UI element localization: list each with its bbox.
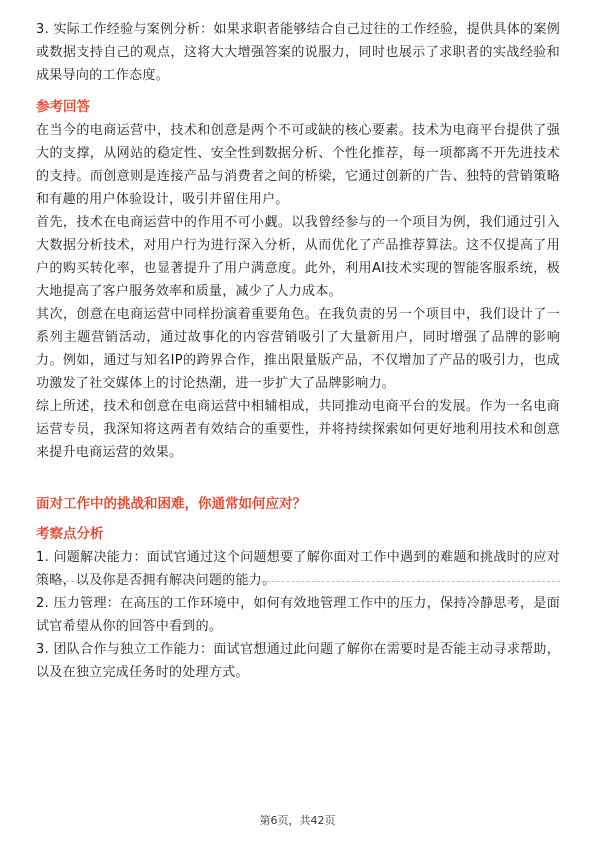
divider-spacer	[36, 464, 560, 492]
page-footer: 第6页，共42页	[259, 814, 336, 827]
section-divider	[36, 581, 560, 582]
question-title: 面对工作中的挑战和困难，你通常如何应对？	[36, 496, 306, 512]
reference-paragraph-2: 首先，技术在电商运营中的作用不可小觑。以我曾经参与的一个项目为例，我们通过引入大数据分析技术，对用户行为进行深入分析，从而优化了产品推荐算法。这不仅提高了用户的购买转化率，也显著提升了用户满意度。此外，利用AI技术实现的智能客服系统，极大地提高了客户服务效率和质量，减少了人力成本。	[36, 215, 560, 299]
analysis-item-3: 3. 团队合作与独立工作能力：面试官想通过此问题了解你在需要时是否能主动寻求帮助，以及在独立完成任务时的处理方式。	[36, 642, 560, 680]
reference-paragraph-3: 其次，创意在电商运营中同样扮演着重要角色。在我负责的另一个项目中，我们设计了一系列主题营销活动，通过故事化的内容营销吸引了大量新用户，同时增强了品牌的影响力。例如，通过与知名IP的跨界合作，推出限量版产品，不仅增加了产品的吸引力，也成功激发了社交媒体上的讨论热潮，进一步扩大了品牌影响力。	[36, 307, 560, 391]
reference-paragraph-1: 在当今的电商运营中，技术和创意是两个不可或缺的核心要素。技术为电商平台提供了强大的支撑，从网站的稳定性、安全性到数据分析、个性化推荐，每一项都离不开先进技术的支持。而创意则是连接产品与消费者之间的桥梁，它通过创新的广告、独特的营销策略和有趣的用户体验设计，吸引并留住用户。	[36, 123, 560, 207]
analysis-item-2: 2. 压力管理：在高压的工作环境中，如何有效地管理工作中的压力，保持冷静思考，是面试官希望从你的回答中看到的。	[36, 596, 560, 634]
reference-paragraph-4: 综上所述，技术和创意在电商运营中相辅相成，共同推动电商平台的发展。作为一名电商运营专员，我深知将这两者有效结合的重要性，并将持续探索如何更好地利用技术和创意来提升电商运营的效果。	[36, 399, 560, 460]
page-content	[36, 18, 560, 684]
analysis-item-1: 1. 问题解决能力：面试官通过这个问题想要了解你面对工作中遇到的难题和挑战时的应对策略，以及你是否拥有解决问题的能力。	[36, 550, 560, 588]
reference-heading: 参考回答	[36, 99, 90, 115]
intro-item-3: 3. 实际工作经验与案例分析：如果求职者能够结合自己过往的工作经验，提供具体的案例或数据支持自己的观点，这将大大增强答案的说服力，同时也展示了求职者的实战经验和成果导向的工作态度。	[36, 22, 560, 83]
analysis-heading: 考察点分析	[36, 526, 104, 542]
